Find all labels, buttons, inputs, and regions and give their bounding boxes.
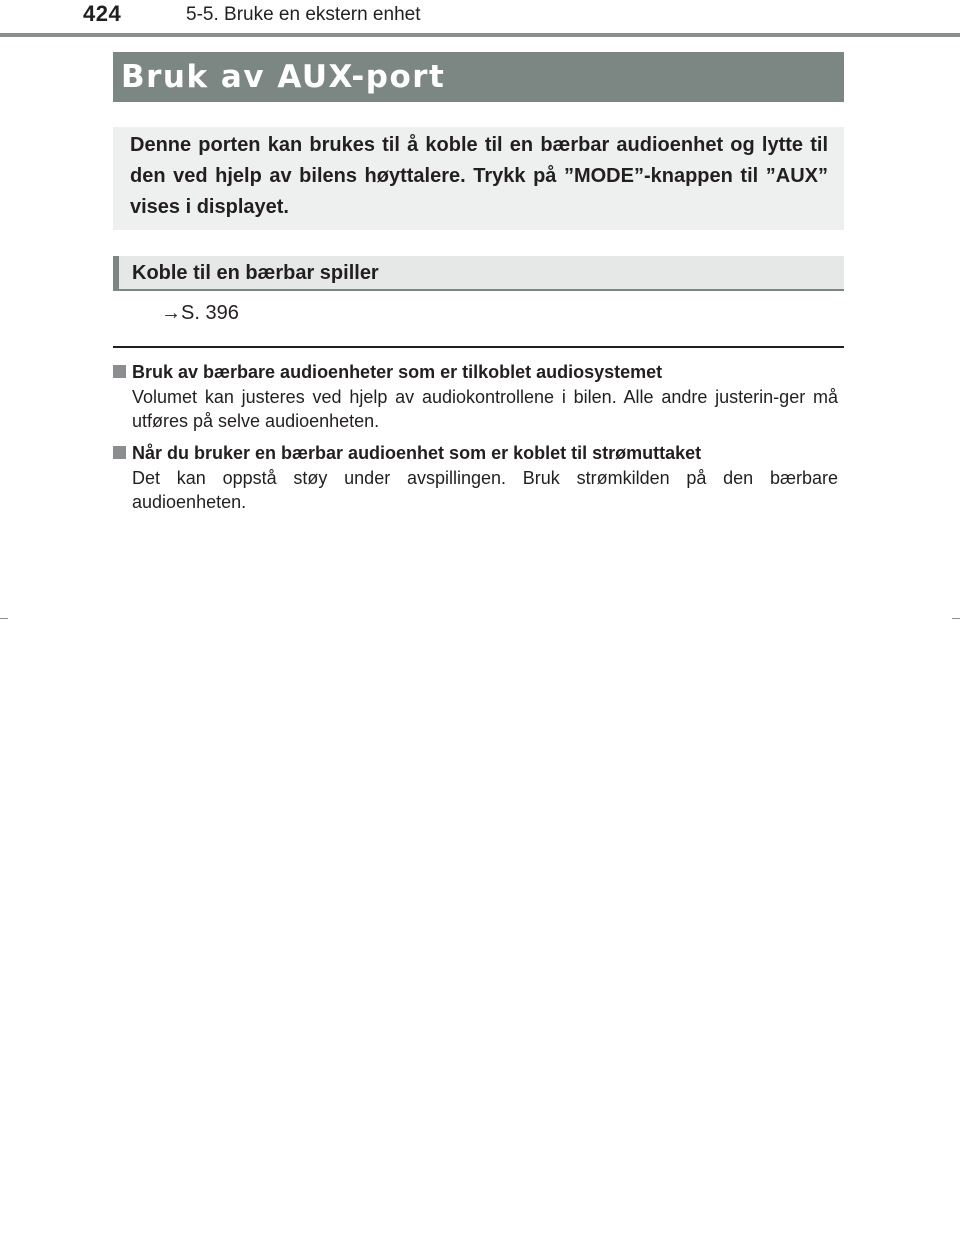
crop-mark-right	[952, 618, 960, 619]
section-reference: 5-5. Bruke en ekstern enhet	[186, 4, 421, 25]
page-number: 424	[83, 1, 122, 26]
intro-box	[113, 127, 844, 230]
note-title: Når du bruker en bærbar audioenhet som er koblet til strømuttaket	[132, 443, 702, 463]
title-bar	[113, 52, 844, 102]
intro-text: Denne porten kan brukes til å koble til en bærbar audioenhet og lytte til den ved hjelp av bilens høyttalere. Trykk på ”MODE”-knappen til ”AUX” vises i displayet.	[130, 134, 828, 218]
subsection-heading-bar	[113, 256, 844, 291]
square-bullet-icon	[113, 365, 126, 378]
subsection-accent	[113, 256, 119, 291]
page-title: Bruk av AUX-port	[121, 59, 446, 95]
note-body: Det kan oppstå støy under avspillingen. Bruk strømkilden på den bærbare audioenheten.	[132, 468, 838, 512]
header-rule	[0, 33, 960, 37]
note-body: Volumet kan justeres ved hjelp av audiokontrollene i bilen. Alle andre justerin-ger må utføres på selve audioenheten.	[132, 387, 838, 431]
page-reference-link[interactable]: →S. 396	[161, 302, 239, 324]
square-bullet-icon	[113, 446, 126, 459]
notes-separator	[113, 346, 844, 348]
note-title: Bruk av bærbare audioenheter som er tilkoblet audiosystemet	[132, 362, 663, 382]
subsection-heading: Koble til en bærbar spiller	[132, 262, 379, 284]
crop-mark-left	[0, 618, 8, 619]
